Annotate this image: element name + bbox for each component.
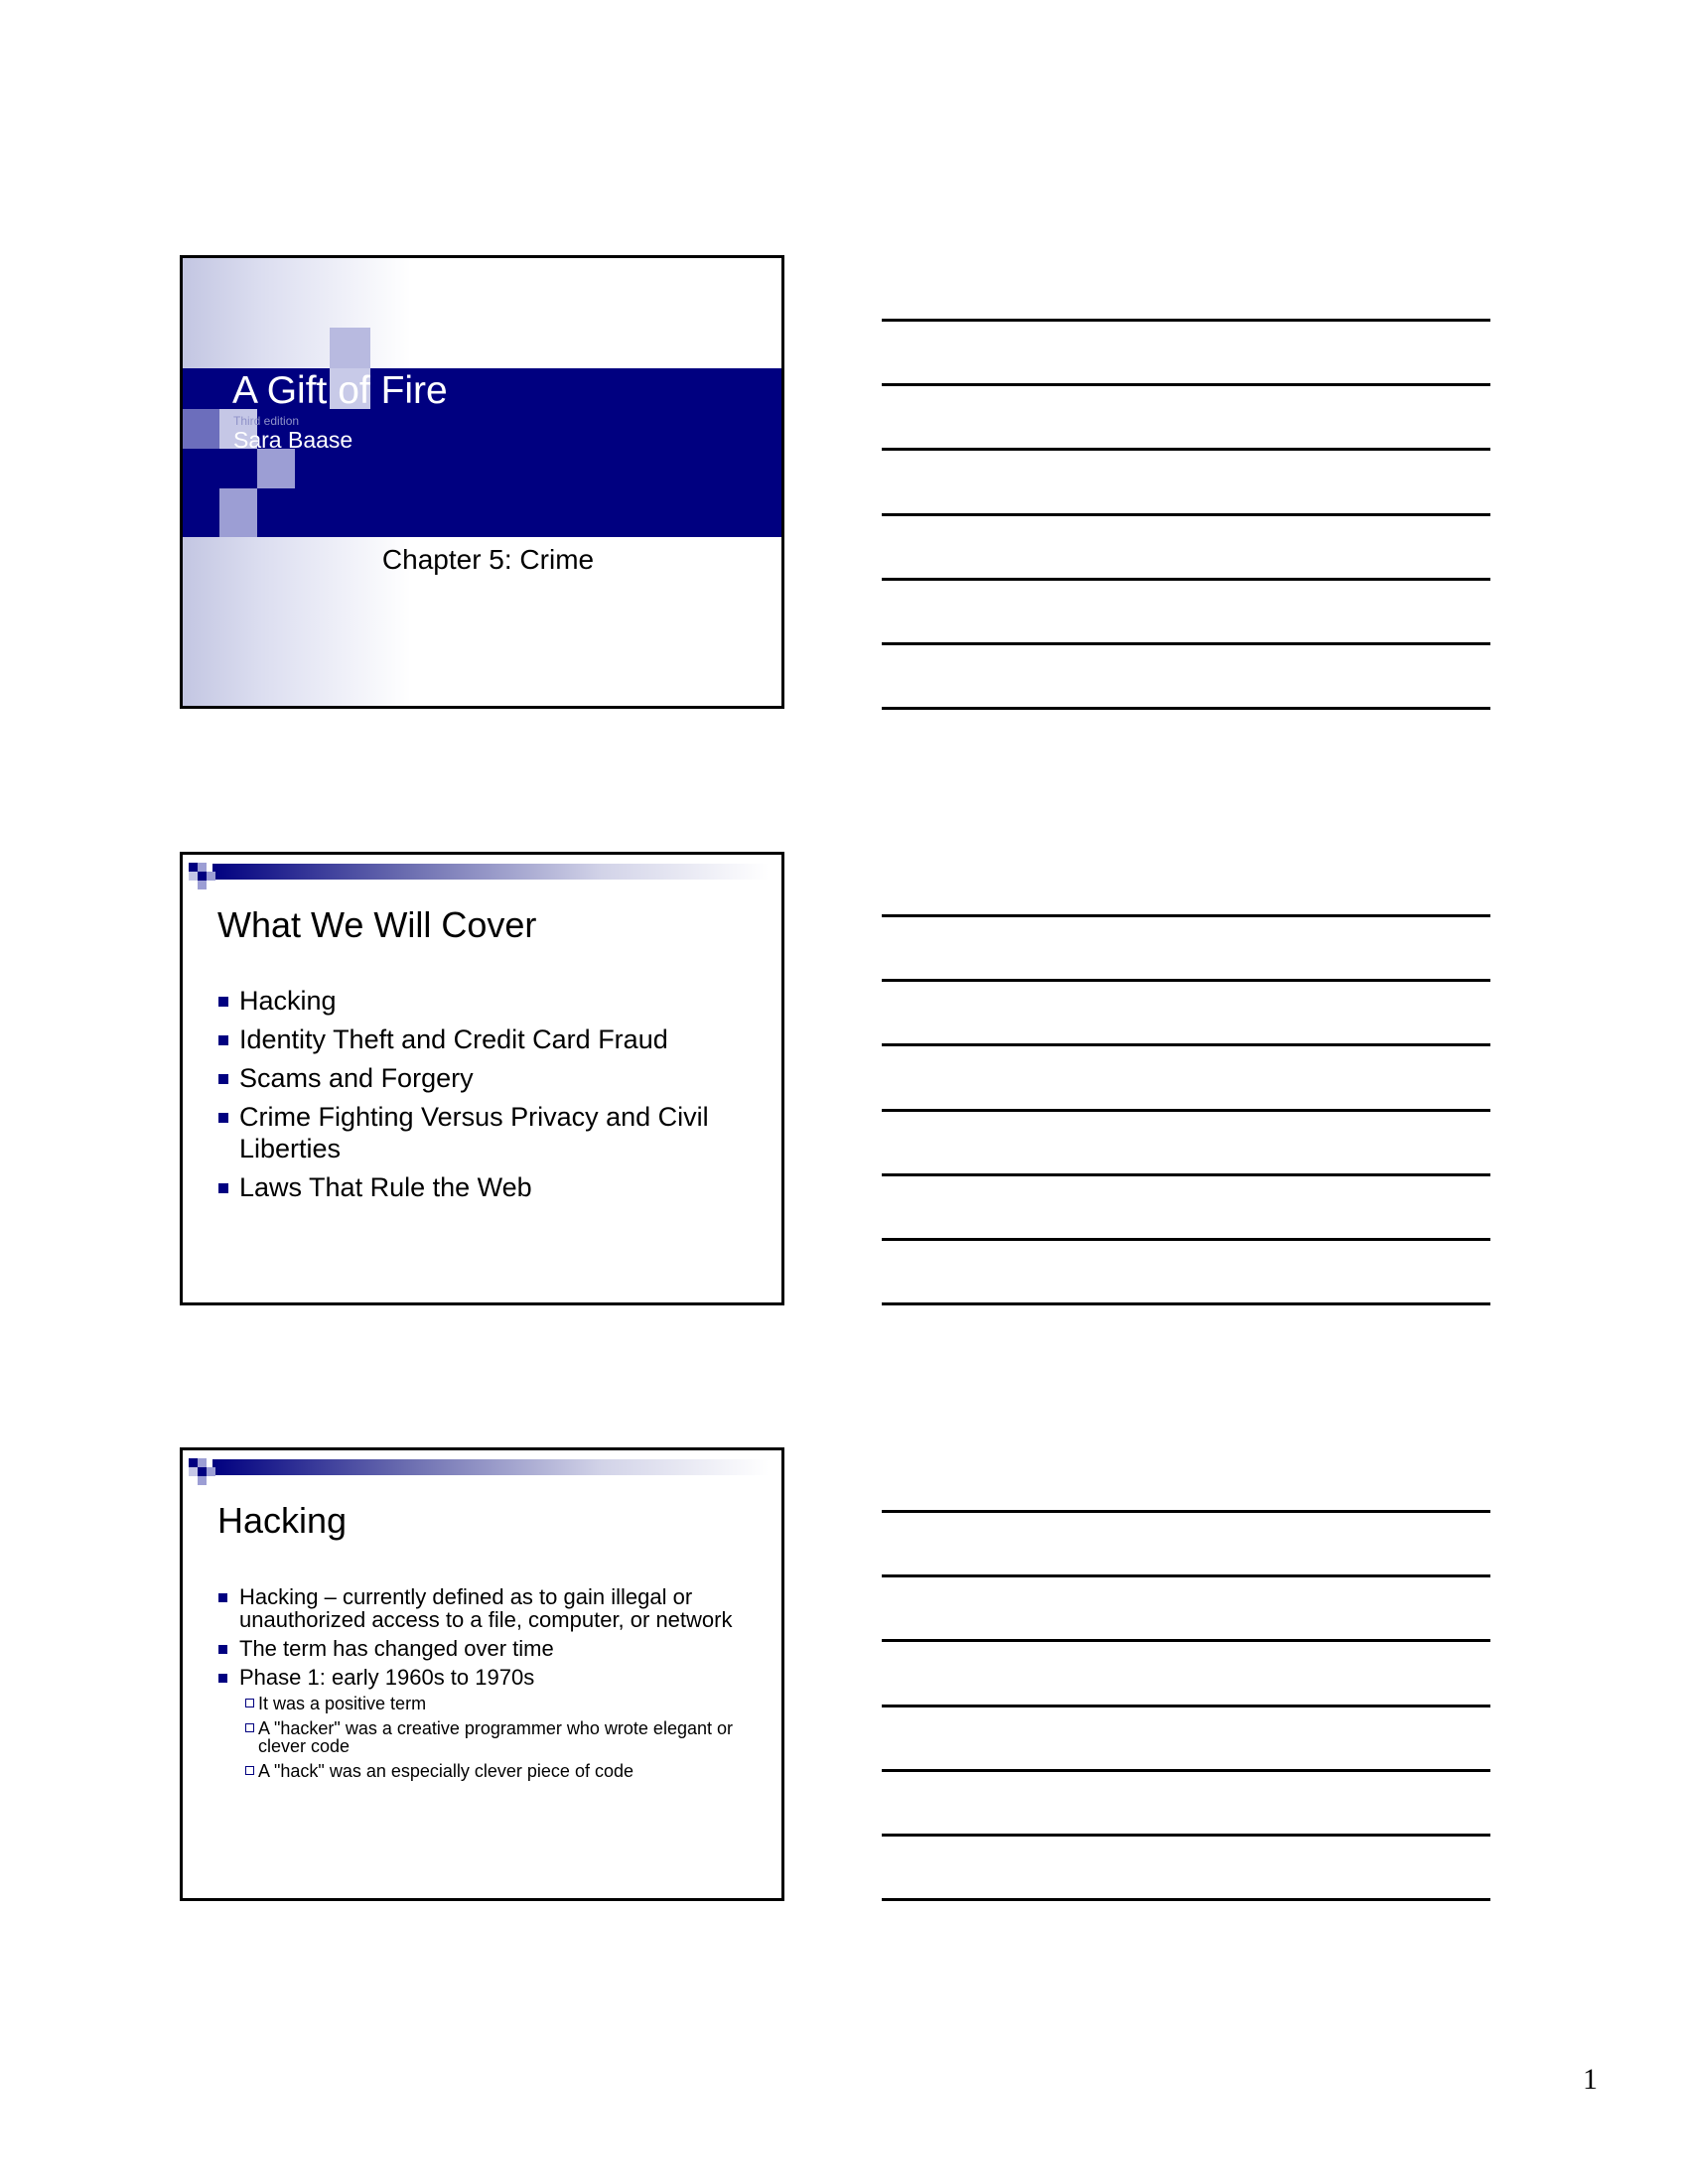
decorative-square bbox=[207, 1467, 215, 1476]
decorative-square bbox=[198, 1476, 207, 1485]
list-item bbox=[217, 985, 754, 1017]
author-name: Sara Baase bbox=[233, 427, 353, 453]
list-item bbox=[217, 1024, 754, 1055]
note-line bbox=[882, 448, 1490, 451]
chapter-subtitle: Chapter 5: Crime bbox=[381, 544, 595, 575]
hollow-square-bullet-icon bbox=[245, 1723, 254, 1732]
bullet-text: Phase 1: early 1960s to 1970s bbox=[239, 1665, 535, 1690]
note-line bbox=[882, 1043, 1490, 1046]
decorative-square bbox=[198, 872, 207, 881]
sub-list-item bbox=[239, 1695, 754, 1712]
decorative-square bbox=[189, 872, 198, 881]
note-line bbox=[882, 1173, 1490, 1176]
note-line bbox=[882, 1769, 1490, 1772]
sub-list-item bbox=[239, 1762, 754, 1780]
presentation-title: A Gift of Fire bbox=[232, 369, 448, 412]
list-item bbox=[217, 1062, 754, 1094]
list-item bbox=[217, 1637, 754, 1660]
header-gradient-bar bbox=[212, 1459, 769, 1475]
square-bullet-icon bbox=[218, 1593, 227, 1602]
decorative-square bbox=[189, 1467, 198, 1476]
note-line bbox=[882, 1898, 1490, 1901]
decorative-square bbox=[198, 881, 207, 889]
bullet-list bbox=[217, 985, 754, 1210]
note-line bbox=[882, 319, 1490, 322]
note-line bbox=[882, 707, 1490, 710]
decorative-square bbox=[198, 863, 207, 872]
decorative-square bbox=[198, 1467, 207, 1476]
decorative-square bbox=[219, 488, 257, 537]
note-line bbox=[882, 979, 1490, 982]
note-line bbox=[882, 1639, 1490, 1642]
slide-1-title bbox=[180, 255, 784, 709]
list-item bbox=[217, 1101, 754, 1164]
slide-3-hacking bbox=[180, 1447, 784, 1901]
square-bullet-icon bbox=[218, 1674, 227, 1683]
list-item bbox=[217, 1666, 754, 1780]
decorative-square bbox=[257, 449, 295, 488]
page-number: 1 bbox=[1583, 2063, 1598, 2096]
slide-title: Hacking bbox=[217, 1500, 348, 1541]
bullet-text: The term has changed over time bbox=[239, 1636, 554, 1661]
decorative-square bbox=[189, 1458, 198, 1467]
decorative-square bbox=[198, 1458, 207, 1467]
square-bullet-icon bbox=[218, 997, 228, 1007]
note-line bbox=[882, 383, 1490, 386]
note-line bbox=[882, 1238, 1490, 1241]
square-bullet-icon bbox=[218, 1074, 228, 1084]
note-line bbox=[882, 914, 1490, 917]
bullet-text: Identity Theft and Credit Card Fraud bbox=[239, 1024, 668, 1054]
bullet-text: Scams and Forgery bbox=[239, 1063, 474, 1093]
decorative-square bbox=[207, 872, 215, 881]
square-bullet-icon bbox=[218, 1183, 228, 1193]
note-line bbox=[882, 1834, 1490, 1837]
list-item bbox=[217, 1585, 754, 1631]
note-line bbox=[882, 578, 1490, 581]
bullet-text: Hacking – currently defined as to gain illegal or unauthorized access to a file, computer, or network bbox=[239, 1584, 733, 1632]
slide-title: What We Will Cover bbox=[217, 904, 537, 945]
bullet-text: Hacking bbox=[239, 986, 337, 1016]
square-bullet-icon bbox=[218, 1113, 228, 1123]
header-gradient-bar bbox=[212, 864, 769, 880]
square-bullet-icon bbox=[218, 1645, 227, 1654]
note-line bbox=[882, 642, 1490, 645]
decorative-square bbox=[183, 409, 219, 449]
note-line bbox=[882, 1705, 1490, 1707]
hollow-square-bullet-icon bbox=[245, 1699, 254, 1707]
note-line bbox=[882, 1510, 1490, 1513]
slide-2-what-we-will-cover bbox=[180, 852, 784, 1305]
sub-list-item bbox=[239, 1719, 754, 1755]
list-item bbox=[217, 1171, 754, 1203]
decorative-square bbox=[189, 863, 198, 872]
square-bullet-icon bbox=[218, 1035, 228, 1045]
bullet-list bbox=[217, 1585, 754, 1787]
sub-bullet-list bbox=[239, 1695, 754, 1780]
edition-label: Third edition bbox=[233, 414, 300, 428]
bullet-text: Crime Fighting Versus Privacy and Civil Liberties bbox=[239, 1102, 709, 1163]
hollow-square-bullet-icon bbox=[245, 1766, 254, 1775]
sub-bullet-text: A "hack" was an especially clever piece of code bbox=[258, 1761, 633, 1781]
bullet-text: Laws That Rule the Web bbox=[239, 1172, 532, 1202]
sub-bullet-text: It was a positive term bbox=[258, 1694, 427, 1713]
note-line bbox=[882, 1574, 1490, 1577]
note-line bbox=[882, 513, 1490, 516]
decorative-square bbox=[330, 328, 370, 368]
note-line bbox=[882, 1302, 1490, 1305]
sub-bullet-text: A "hacker" was a creative programmer who wrote elegant or clever code bbox=[258, 1718, 733, 1756]
note-line bbox=[882, 1109, 1490, 1112]
